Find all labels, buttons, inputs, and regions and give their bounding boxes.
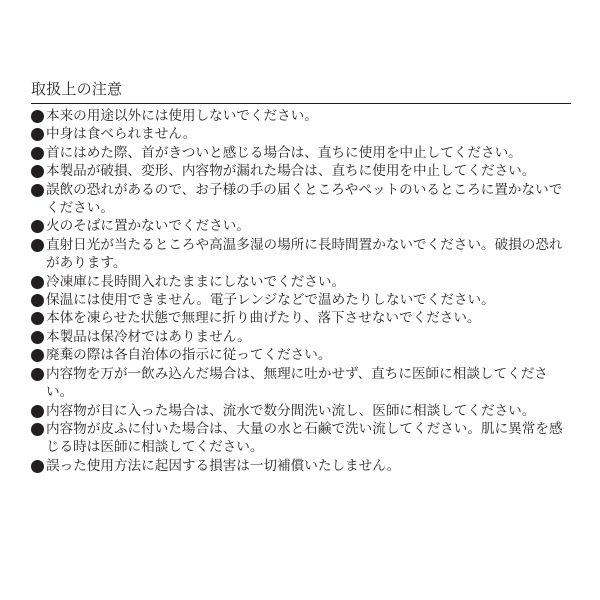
bullet-icon (31, 128, 44, 141)
bullet-icon (31, 405, 44, 418)
bullet-icon (31, 423, 44, 436)
precautions-list (31, 107, 571, 475)
bullet-icon (31, 165, 44, 178)
precaution-item (31, 309, 571, 327)
precaution-item (31, 125, 571, 143)
precaution-item (31, 346, 571, 364)
precaution-text: 内容物が目に入った場合は、流水で数分間洗い流し、医師に相談してください。 (46, 402, 536, 419)
precaution-item (31, 273, 571, 291)
precaution-item (31, 420, 571, 457)
precaution-text: 本製品は保冷材ではありません。 (46, 328, 251, 345)
precaution-text: 直射日光が当たるところや高温多湿の場所に長時間置かないでください。破損の恐れがあります。 (46, 236, 563, 272)
precaution-item (31, 457, 571, 475)
precaution-text: 中身は食べられません。 (46, 126, 197, 143)
bullet-icon (31, 184, 44, 197)
precaution-item (31, 328, 571, 346)
bullet-icon (31, 312, 44, 325)
bullet-icon (31, 460, 44, 473)
precaution-item (31, 217, 571, 235)
bullet-icon (31, 331, 44, 344)
precaution-text: 誤った使用方法に起因する損害は一切補償いたしません。 (46, 457, 401, 474)
precaution-text: 本来の用途以外には使用しないでください。 (46, 108, 318, 124)
precaution-item (31, 291, 571, 309)
bullet-icon (31, 220, 44, 233)
precaution-text: 内容物が皮ふに付いた場合は、大量の水と石鹸で洗い流してください。肌に異常を感じる時は医師に相談してください。 (46, 420, 563, 456)
precaution-item (31, 181, 571, 218)
precaution-item (31, 402, 571, 420)
bullet-icon (31, 110, 44, 123)
precaution-text: 本製品が破損、変形、内容物が漏れた場合は、直ちに使用を中止してください。 (46, 163, 536, 180)
precaution-text: 内容物を万が一飲み込んだ場合は、無理に吐かせず、直ちに医師に相談してください。 (46, 365, 548, 401)
precaution-text: 本体を凍らせた状態で無理に折り曲げたり、落下させないでください。 (46, 310, 481, 327)
precaution-item (31, 162, 571, 180)
precaution-item (31, 144, 571, 162)
precaution-item (31, 236, 571, 273)
precaution-text: 火のそばに置かないでください。 (46, 218, 250, 235)
precaution-text: 保温には使用できません。電子レンジなどで温めたりしないでください。 (46, 292, 495, 309)
precaution-text: 誤飲の恐れがあるので、お子様の手の届くところやペットのいるところに置かないでください。 (46, 181, 563, 217)
bullet-icon (31, 276, 44, 289)
precaution-item (31, 365, 571, 402)
bullet-icon (31, 294, 44, 307)
precaution-text: 廃棄の際は各自治体の指示に従ってください。 (46, 347, 332, 364)
precaution-text: 冷凍庫に長時間入れたままにしないでください。 (46, 273, 346, 290)
bullet-icon (31, 368, 44, 381)
handling-precautions (31, 80, 571, 475)
bullet-icon (31, 349, 44, 362)
precautions-heading: 取扱上の注意 (31, 80, 571, 104)
precaution-item (31, 107, 571, 125)
bullet-icon (31, 239, 44, 252)
precaution-text: 首にはめた際、首がきついと感じる場合は、直ちに使用を中止してください。 (46, 144, 522, 161)
bullet-icon (31, 147, 44, 160)
